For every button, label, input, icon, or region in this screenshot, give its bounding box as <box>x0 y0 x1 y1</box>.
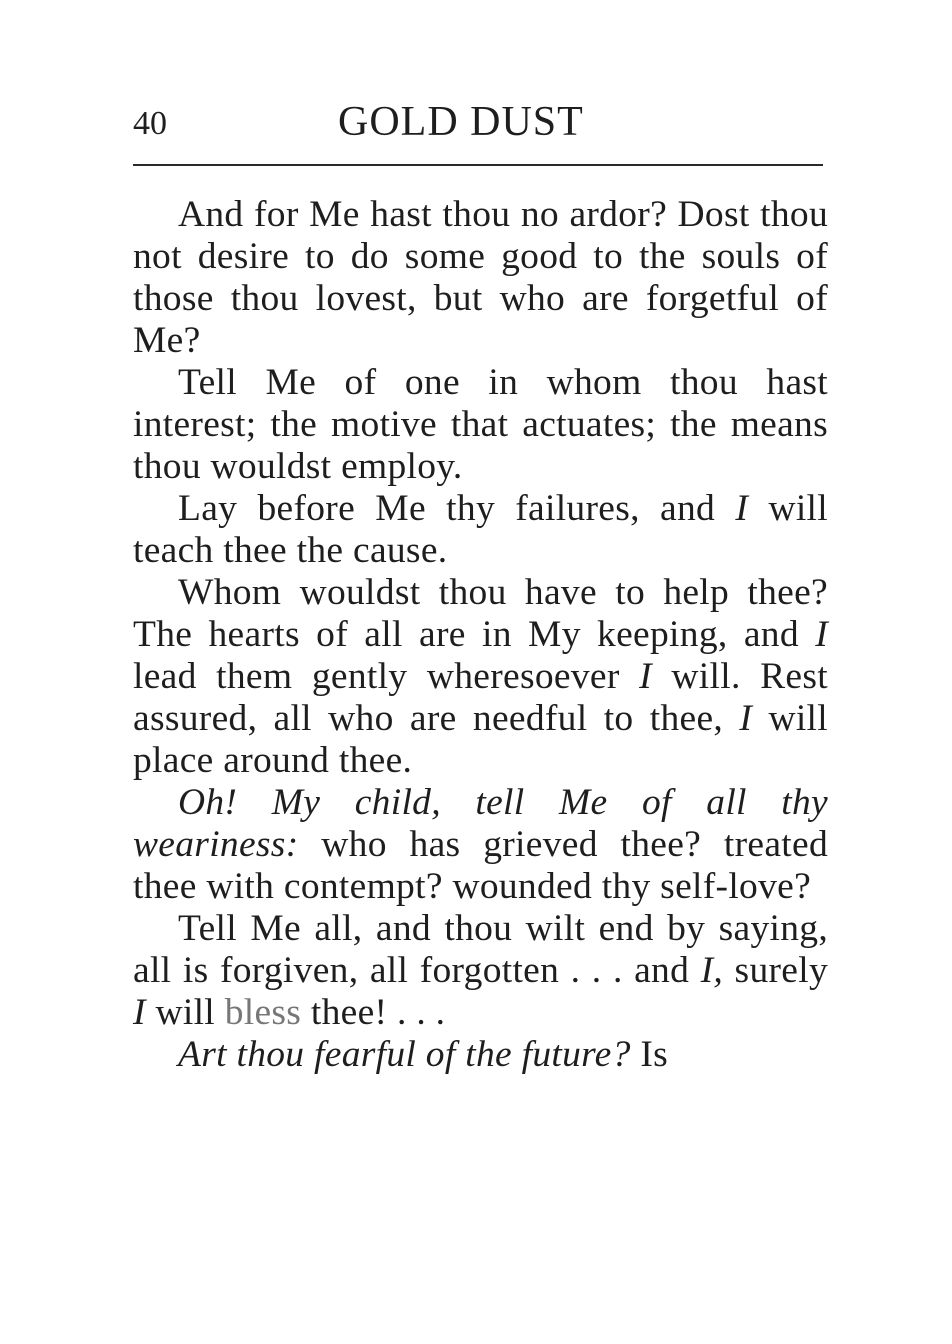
text-run: Tell Me all, and thou wilt end by saying, all is forgiven, all forgotten . . . and <box>133 908 828 991</box>
paragraph-6 <box>133 908 828 1034</box>
italic-pronoun: I, <box>700 950 724 991</box>
paragraph-7 <box>133 1034 828 1076</box>
italic-phrase: Oh! My child, tell Me of all thy weariness: <box>133 782 828 865</box>
text-run: Is <box>630 1034 669 1075</box>
italic-pronoun: I <box>739 698 753 739</box>
italic-pronoun: I <box>133 992 146 1033</box>
text-run: lead them gently wheresoever <box>133 656 640 697</box>
text-run: will teach thee the cause. <box>133 488 828 571</box>
running-title: GOLD DUST <box>338 99 584 145</box>
text-run: Whom wouldst thou have to help thee? The hearts of all are in My keeping, and <box>133 572 828 655</box>
paragraph-4 <box>133 572 828 782</box>
italic-pronoun: I <box>639 656 652 697</box>
paragraph-5 <box>133 782 828 908</box>
text-run: will place around thee. <box>133 698 828 781</box>
text-run: thee! . . . <box>301 992 446 1033</box>
italic-pronoun: I <box>735 488 749 529</box>
paragraph-3 <box>133 488 828 572</box>
italic-phrase: Art thou fearful of the future? <box>178 1034 631 1075</box>
text-run: will <box>145 992 225 1033</box>
text-run: who has grieved thee? treated thee with contempt? wounded thy self-love? <box>133 824 828 907</box>
paragraph-1: And for Me hast thou no ardor? Dost thou not desire to do some good to the souls of those thou lovest, but who are forgetful of Me? <box>133 194 828 361</box>
text-run: Lay before Me thy failures, and <box>178 488 736 529</box>
page-number: 40 <box>133 105 167 142</box>
text-run: surely <box>723 950 828 991</box>
paragraph-2: Tell Me of one in whom thou hast interest; the motive that actuates; the means thou wouldst employ. <box>133 362 828 487</box>
text-run: will. Rest assured, all who are needful to thee, <box>133 656 828 739</box>
italic-pronoun: I <box>815 614 828 655</box>
faded-word: bless <box>224 992 302 1033</box>
body-text <box>133 194 828 1076</box>
header-rule <box>133 164 823 166</box>
